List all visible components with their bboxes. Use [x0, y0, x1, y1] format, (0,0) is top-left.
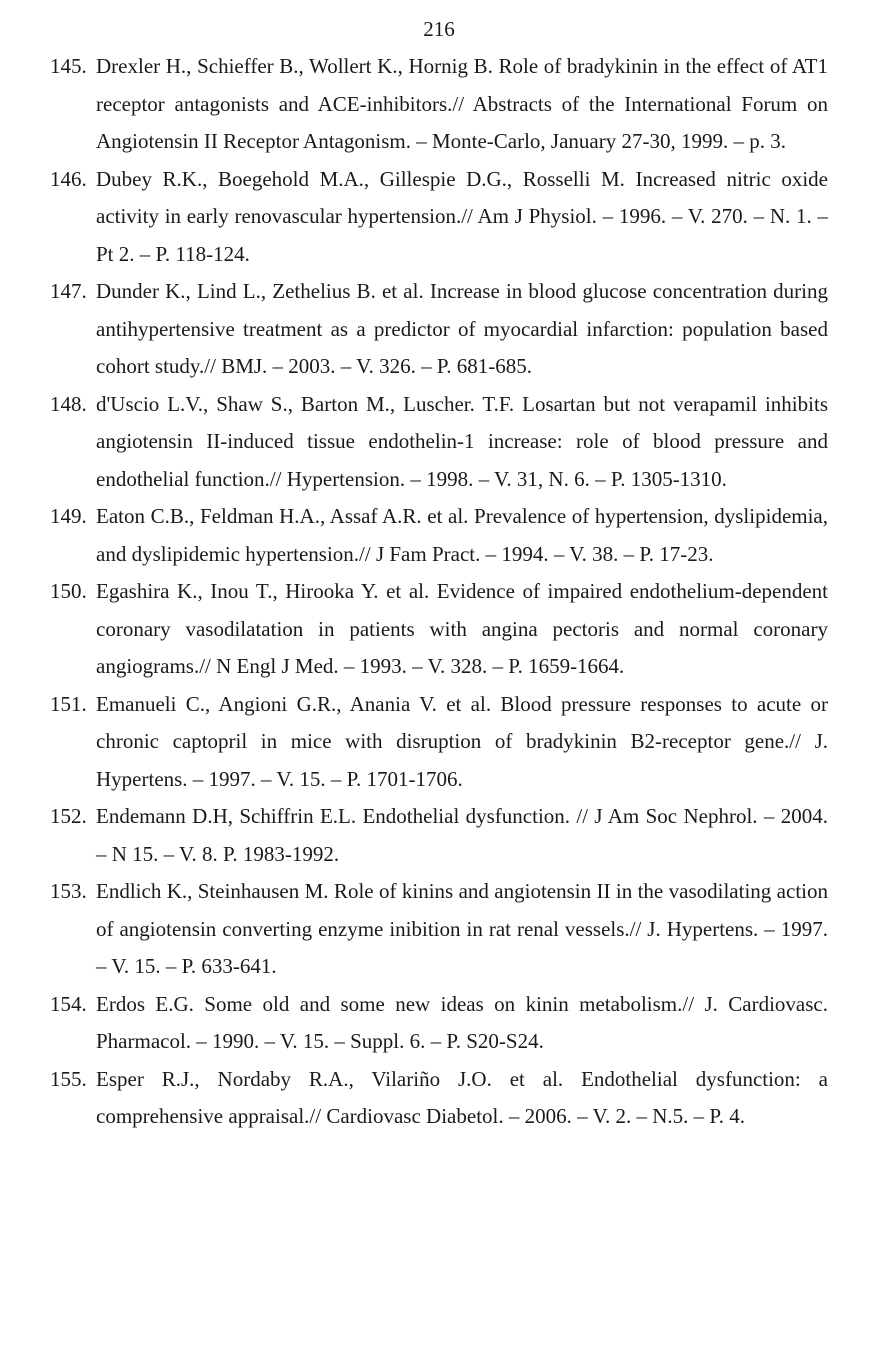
reference-number: 148.: [50, 391, 87, 416]
reference-text: Emanueli C., Angioni G.R., Anania V. et al. Blood pressure responses to acute or chronic captopril in mice with disruption of bradykinin B2-receptor gene.// J. Hypertens. – 1997. – V. 15. – P. 1701-1706.: [96, 691, 828, 791]
page-number: 216: [423, 17, 455, 41]
reference-text: d'Uscio L.V., Shaw S., Barton M., Luscher. T.F. Losartan but not verapamil inhibits angiotensin II-induced tissue endothelin-1 increase: role of blood pressure and endothelial function.// Hypertension. – 1998. – V. 31, N. 6. – P. 1305-1310.: [96, 391, 828, 491]
reference-text: Endemann D.H, Schiffrin E.L. Endothelial dysfunction. // J Am Soc Nephrol. – 2004. – N 15. – V. 8. P. 1983-1992.: [96, 804, 828, 866]
reference-text: Esper R.J., Nordaby R.A., Vilariño J.O. et al. Endothelial dysfunction: a comprehensive appraisal.// Cardiovasc Diabetol. – 2006. – V. 2. – N.5. – P. 4.: [96, 1066, 828, 1128]
reference-number: 155.: [50, 1066, 87, 1091]
reference-item: [0, 273, 878, 386]
reference-item: [0, 986, 878, 1061]
reference-number: 147.: [50, 279, 87, 303]
reference-number: 154.: [50, 991, 87, 1016]
reference-text: Endlich K., Steinhausen M. Role of kinins and angiotensin II in the vasodilating action of angiotensin converting enzyme inibition in rat renal vessels.// J. Hypertens. – 1997. – V. 15. – P. 633-641.: [96, 879, 828, 978]
reference-item: [0, 798, 878, 873]
reference-item: [0, 48, 878, 161]
reference-item: [0, 498, 878, 573]
reference-text: Dunder K., Lind L., Zethelius B. et al. Increase in blood glucose concentration during antihypertensive treatment as a predictor of myocardial infarction: population based cohort study.// BMJ. – 2003. – V. 326. – P. 681-685.: [96, 279, 828, 378]
reference-text: Dubey R.K., Boegehold M.A., Gillespie D.G., Rosselli M. Increased nitric oxide activity in early renovascular hypertension.// Am J Physiol. – 1996. – V. 270. – N. 1. – Pt 2. – P. 118-124.: [96, 166, 828, 266]
reference-text: Eaton C.B., Feldman H.A., Assaf A.R. et al. Prevalence of hypertension, dyslipidemia, and dyslipidemic hypertension.// J Fam Pract. – 1994. – V. 38. – P. 17-23.: [96, 504, 828, 566]
reference-item: [0, 386, 878, 499]
reference-item: [0, 1061, 878, 1136]
reference-number: 152.: [50, 804, 87, 828]
reference-number: 150.: [50, 579, 87, 603]
reference-text: Egashira K., Inou T., Hirooka Y. et al. Evidence of impaired endothelium-dependent coronary vasodilatation in patients with angina pectoris and normal coronary angiograms.// N Engl J Med. – 1993. – V. 328. – P. 1659-1664.: [96, 579, 828, 678]
reference-text: Erdos E.G. Some old and some new ideas on kinin metabolism.// J. Cardiovasc. Pharmacol. – 1990. – V. 15. – Suppl. 6. – P. S20-S24.: [96, 991, 828, 1053]
reference-number: 146.: [50, 166, 87, 191]
reference-list: [0, 48, 878, 1136]
reference-number: 153.: [50, 879, 87, 903]
reference-item: [0, 686, 878, 799]
reference-text: Drexler H., Schieffer B., Wollert K., Hornig B. Role of bradykinin in the effect of AT1 receptor antagonists and ACE-inhibitors.// Abstracts of the International Forum on Angiotensin II Receptor Antagonism. – Monte-Carlo, January 27-30, 1999. – p. 3.: [96, 54, 828, 153]
reference-item: [0, 161, 878, 274]
reference-item: [0, 573, 878, 686]
reference-number: 149.: [50, 504, 87, 528]
reference-number: 151.: [50, 691, 87, 716]
reference-number: 145.: [50, 54, 87, 78]
reference-item: [0, 873, 878, 986]
